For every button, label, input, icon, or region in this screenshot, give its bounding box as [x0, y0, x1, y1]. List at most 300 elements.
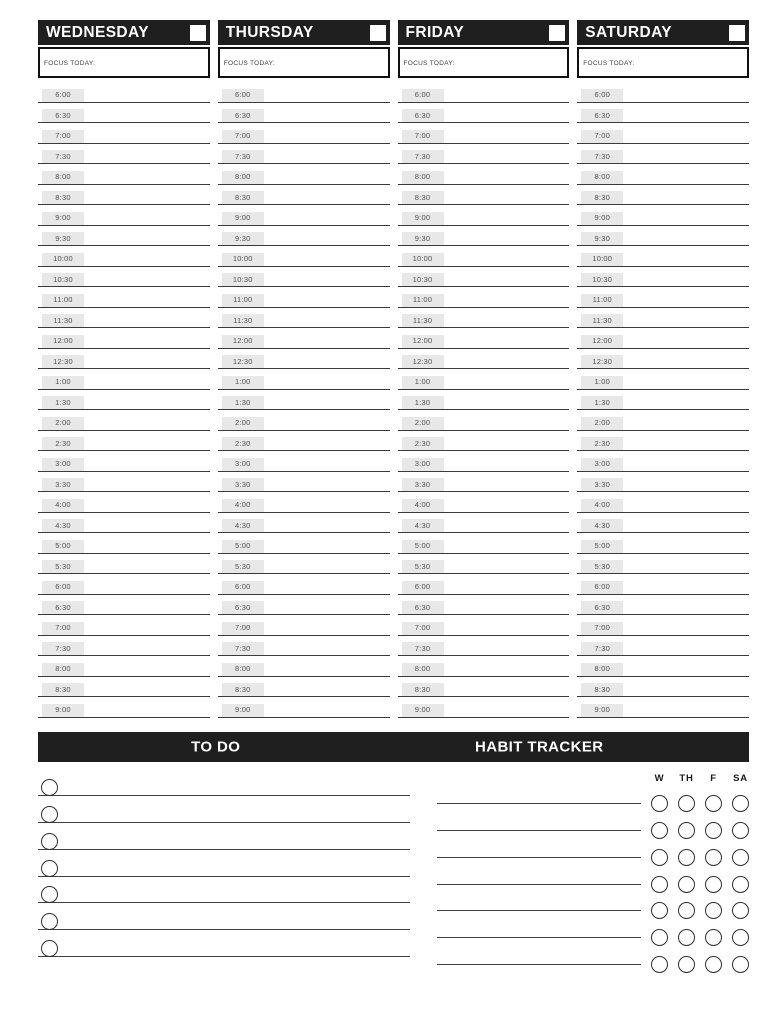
todo-check-circle[interactable]: [41, 779, 58, 796]
time-slot-row[interactable]: [577, 328, 749, 349]
habit-circle-th[interactable]: [678, 822, 695, 839]
time-slot-row[interactable]: [218, 205, 390, 226]
time-slot-label: 1:30: [42, 396, 84, 409]
time-slot-row[interactable]: [577, 636, 749, 657]
time-slot-row[interactable]: [577, 492, 749, 513]
time-slot-row[interactable]: [398, 677, 570, 698]
time-slot-row[interactable]: [38, 123, 210, 144]
day-checkbox-saturday[interactable]: [729, 25, 745, 41]
time-slot-row[interactable]: [38, 636, 210, 657]
time-slot-row[interactable]: [577, 451, 749, 472]
habit-circle-w[interactable]: [651, 822, 668, 839]
time-slot-label: 4:00: [581, 499, 623, 512]
time-slot-row[interactable]: [398, 144, 570, 165]
time-slot-label: 8:00: [402, 663, 444, 676]
time-slot-row[interactable]: [218, 431, 390, 452]
time-slot-row[interactable]: [218, 287, 390, 308]
time-slot-row[interactable]: [577, 554, 749, 575]
time-slot-row[interactable]: [577, 123, 749, 144]
time-slot-label: 6:00: [402, 581, 444, 594]
time-slot-label: 8:30: [42, 191, 84, 204]
time-slot-row[interactable]: [577, 677, 749, 698]
time-slot-label: 8:30: [402, 191, 444, 204]
time-slot-row[interactable]: [218, 492, 390, 513]
time-slot-label: 6:00: [42, 89, 84, 102]
time-slot-row[interactable]: [218, 697, 390, 718]
time-slot-row[interactable]: [38, 595, 210, 616]
time-slot-label: 12:00: [42, 335, 84, 348]
time-slot-label: 10:30: [42, 273, 84, 286]
time-slot-label: 1:00: [402, 376, 444, 389]
time-slot-label: 8:00: [42, 171, 84, 184]
time-slot-row[interactable]: [218, 164, 390, 185]
focus-today-box-friday[interactable]: [398, 47, 570, 78]
habit-circle-sa[interactable]: [732, 929, 749, 946]
time-slot-row[interactable]: [577, 472, 749, 493]
time-slot-row[interactable]: [38, 390, 210, 411]
time-slot-row[interactable]: [38, 328, 210, 349]
time-slot-label: 6:30: [222, 109, 264, 122]
time-slot-row[interactable]: [398, 267, 570, 288]
time-slot-label: 2:00: [42, 417, 84, 430]
habit-day-header-row: [437, 772, 749, 786]
time-slot-row[interactable]: [577, 390, 749, 411]
time-slot-row[interactable]: [577, 410, 749, 431]
time-slot-row[interactable]: [577, 287, 749, 308]
time-slot-row[interactable]: [218, 410, 390, 431]
time-slot-row[interactable]: [218, 328, 390, 349]
time-slot-label: 2:00: [581, 417, 623, 430]
habit-name-line[interactable]: [437, 803, 641, 804]
time-slot-label: 7:00: [42, 130, 84, 143]
time-slot-label: 12:30: [222, 355, 264, 368]
time-slot-row[interactable]: [38, 656, 210, 677]
time-slot-label: 8:30: [42, 683, 84, 696]
time-slot-row[interactable]: [398, 472, 570, 493]
time-slot-label: 4:30: [402, 519, 444, 532]
habit-circle-f[interactable]: [705, 822, 722, 839]
time-slot-label: 11:00: [581, 294, 623, 307]
time-slot-row[interactable]: [38, 431, 210, 452]
time-slot-row[interactable]: [398, 287, 570, 308]
time-slot-label: 9:00: [42, 212, 84, 225]
todo-check-circle[interactable]: [41, 913, 58, 930]
day-column-thursday: [218, 20, 390, 718]
time-slot-row[interactable]: [398, 308, 570, 329]
time-slot-label: 8:00: [222, 663, 264, 676]
time-slot-label: 2:30: [42, 437, 84, 450]
time-slot-row[interactable]: [38, 349, 210, 370]
time-slot-label: 5:00: [222, 540, 264, 553]
time-slot-label: 11:00: [42, 294, 84, 307]
time-slot-label: 10:30: [222, 273, 264, 286]
focus-today-box-wednesday[interactable]: [38, 47, 210, 78]
time-slot-row[interactable]: [398, 615, 570, 636]
time-slot-label: 1:30: [402, 396, 444, 409]
time-slots-friday: [398, 82, 570, 718]
time-slot-label: 6:30: [402, 109, 444, 122]
habit-tracker: [437, 770, 749, 974]
habit-circle-w[interactable]: [651, 929, 668, 946]
time-slot-label: 8:30: [222, 683, 264, 696]
habit-circle-w[interactable]: [651, 902, 668, 919]
habit-day-header-w: W: [654, 772, 665, 784]
time-slot-row[interactable]: [38, 677, 210, 698]
time-slot-label: 8:00: [42, 663, 84, 676]
time-slot-row[interactable]: [38, 226, 210, 247]
time-slot-row[interactable]: [38, 410, 210, 431]
time-slot-row[interactable]: [218, 451, 390, 472]
time-slot-row[interactable]: [577, 103, 749, 124]
time-slot-label: 7:00: [42, 622, 84, 635]
todo-row: [38, 930, 410, 957]
time-slot-row[interactable]: [218, 226, 390, 247]
time-slot-row[interactable]: [398, 697, 570, 718]
time-slot-label: 5:30: [402, 560, 444, 573]
time-slot-row[interactable]: [398, 431, 570, 452]
time-slot-row[interactable]: [577, 369, 749, 390]
habit-circle-f[interactable]: [705, 956, 722, 973]
time-slot-label: 4:30: [42, 519, 84, 532]
day-checkbox-friday[interactable]: [549, 25, 565, 41]
time-slot-row[interactable]: [398, 390, 570, 411]
habit-row: [437, 919, 749, 946]
time-slot-label: 7:30: [402, 150, 444, 163]
day-title: SATURDAY: [585, 23, 672, 41]
time-slot-row[interactable]: [218, 144, 390, 165]
time-slot-row[interactable]: [577, 656, 749, 677]
time-slot-row[interactable]: [398, 123, 570, 144]
time-slot-row[interactable]: [398, 492, 570, 513]
day-header-wednesday: [38, 20, 210, 45]
habit-circle-f[interactable]: [705, 902, 722, 919]
time-slot-label: 8:00: [581, 663, 623, 676]
time-slot-row[interactable]: [218, 349, 390, 370]
time-slot-row[interactable]: [577, 205, 749, 226]
time-slot-label: 3:00: [42, 458, 84, 471]
todo-row: [38, 877, 410, 904]
habit-day-header-th: TH: [679, 772, 694, 784]
time-slot-label: 7:00: [402, 622, 444, 635]
time-slot-label: 6:00: [222, 89, 264, 102]
time-slot-row[interactable]: [38, 164, 210, 185]
time-slot-row[interactable]: [398, 574, 570, 595]
time-slot-row[interactable]: [577, 144, 749, 165]
time-slot-row[interactable]: [577, 185, 749, 206]
time-slot-row[interactable]: [218, 103, 390, 124]
time-slot-row[interactable]: [218, 308, 390, 329]
time-slot-row[interactable]: [38, 287, 210, 308]
time-slot-label: 3:30: [42, 478, 84, 491]
time-slot-label: 5:30: [222, 560, 264, 573]
habit-row: [437, 812, 749, 839]
time-slot-row[interactable]: [38, 82, 210, 103]
habit-circle-w[interactable]: [651, 956, 668, 973]
habit-circle-th[interactable]: [678, 795, 695, 812]
time-slot-row[interactable]: [218, 595, 390, 616]
time-slot-label: 2:30: [581, 437, 623, 450]
time-slot-row[interactable]: [398, 369, 570, 390]
time-slot-row[interactable]: [398, 410, 570, 431]
time-slot-label: 6:00: [581, 89, 623, 102]
time-slot-row[interactable]: [38, 144, 210, 165]
time-slot-row[interactable]: [38, 185, 210, 206]
time-slot-label: 8:00: [402, 171, 444, 184]
day-column-wednesday: [38, 20, 210, 718]
time-slot-label: 7:30: [222, 642, 264, 655]
habit-name-line[interactable]: [437, 830, 641, 831]
time-slot-label: 11:30: [581, 314, 623, 327]
time-slot-label: 5:00: [581, 540, 623, 553]
time-slot-label: 4:00: [402, 499, 444, 512]
time-slot-label: 3:30: [222, 478, 264, 491]
time-slot-row[interactable]: [398, 656, 570, 677]
time-slot-row[interactable]: [218, 390, 390, 411]
day-column-friday: [398, 20, 570, 718]
time-slot-label: 11:00: [222, 294, 264, 307]
time-slot-label: 10:00: [402, 253, 444, 266]
habit-circle-f[interactable]: [705, 876, 722, 893]
habit-circle-th[interactable]: [678, 902, 695, 919]
time-slot-row[interactable]: [398, 451, 570, 472]
time-slot-row[interactable]: [218, 533, 390, 554]
todo-check-circle[interactable]: [41, 940, 58, 957]
habit-circle-w[interactable]: [651, 849, 668, 866]
time-slot-label: 6:30: [42, 109, 84, 122]
habit-day-header-sa: SA: [733, 772, 748, 784]
time-slot-row[interactable]: [398, 554, 570, 575]
time-slot-row[interactable]: [577, 513, 749, 534]
habit-circle-f[interactable]: [705, 929, 722, 946]
time-slots-thursday: [218, 82, 390, 718]
habit-name-line[interactable]: [437, 910, 641, 911]
time-slot-row[interactable]: [218, 656, 390, 677]
focus-today-box-saturday[interactable]: [577, 47, 749, 78]
time-slot-row[interactable]: [218, 677, 390, 698]
time-slot-label: 6:30: [222, 601, 264, 614]
habit-circle-w[interactable]: [651, 795, 668, 812]
time-slot-row[interactable]: [577, 574, 749, 595]
time-slot-label: 9:00: [402, 704, 444, 717]
bottom-section: [38, 770, 749, 974]
time-slot-label: 2:30: [222, 437, 264, 450]
time-slot-label: 6:30: [402, 601, 444, 614]
time-slot-label: 9:00: [222, 212, 264, 225]
time-slot-label: 8:30: [581, 683, 623, 696]
time-slot-row[interactable]: [577, 267, 749, 288]
time-slot-label: 7:30: [42, 150, 84, 163]
time-slot-row[interactable]: [398, 246, 570, 267]
habit-circle-th[interactable]: [678, 929, 695, 946]
habit-circle-sa[interactable]: [732, 822, 749, 839]
habit-circle-sa[interactable]: [732, 795, 749, 812]
todo-check-circle[interactable]: [41, 806, 58, 823]
habit-tracker-title: HABIT TRACKER: [474, 738, 604, 755]
time-slot-label: 6:00: [581, 581, 623, 594]
time-slot-row[interactable]: [398, 349, 570, 370]
time-slots-saturday: [577, 82, 749, 718]
time-slot-label: 7:30: [42, 642, 84, 655]
time-slot-row[interactable]: [38, 492, 210, 513]
time-slot-label: 9:30: [402, 232, 444, 245]
time-slot-row[interactable]: [38, 103, 210, 124]
time-slot-row[interactable]: [398, 595, 570, 616]
habit-row: [437, 839, 749, 866]
time-slot-row[interactable]: [38, 513, 210, 534]
time-slot-row[interactable]: [218, 82, 390, 103]
time-slot-label: 5:00: [42, 540, 84, 553]
time-slot-label: 6:00: [222, 581, 264, 594]
time-slot-row[interactable]: [398, 328, 570, 349]
time-slot-row[interactable]: [38, 267, 210, 288]
time-slot-label: 8:30: [581, 191, 623, 204]
time-slot-label: 11:30: [42, 314, 84, 327]
time-slot-row[interactable]: [398, 513, 570, 534]
day-columns: [38, 20, 749, 718]
todo-check-circle[interactable]: [41, 833, 58, 850]
habit-circle-sa[interactable]: [732, 849, 749, 866]
todo-check-circle[interactable]: [41, 886, 58, 903]
habit-circle-th[interactable]: [678, 876, 695, 893]
time-slot-label: 12:30: [581, 355, 623, 368]
todo-row: [38, 823, 410, 850]
time-slot-row[interactable]: [577, 431, 749, 452]
time-slot-row[interactable]: [218, 636, 390, 657]
time-slot-row[interactable]: [218, 267, 390, 288]
time-slot-label: 8:00: [581, 171, 623, 184]
habit-circle-sa[interactable]: [732, 956, 749, 973]
time-slot-label: 11:00: [402, 294, 444, 307]
habit-name-line[interactable]: [437, 937, 641, 938]
time-slot-row[interactable]: [398, 185, 570, 206]
time-slot-label: 8:30: [222, 191, 264, 204]
time-slot-label: 10:00: [42, 253, 84, 266]
time-slot-row[interactable]: [38, 308, 210, 329]
time-slot-row[interactable]: [38, 615, 210, 636]
time-slot-row[interactable]: [38, 472, 210, 493]
habit-circle-f[interactable]: [705, 795, 722, 812]
time-slot-label: 12:00: [402, 335, 444, 348]
time-slot-row[interactable]: [38, 205, 210, 226]
time-slot-row[interactable]: [38, 554, 210, 575]
time-slot-row[interactable]: [218, 554, 390, 575]
time-slot-label: 7:30: [402, 642, 444, 655]
time-slot-row[interactable]: [398, 205, 570, 226]
focus-today-label: FOCUS TODAY:: [223, 60, 276, 67]
todo-check-circle[interactable]: [41, 860, 58, 877]
habit-row: [437, 946, 749, 973]
habit-circle-sa[interactable]: [732, 876, 749, 893]
time-slot-label: 7:00: [581, 622, 623, 635]
habit-circle-sa[interactable]: [732, 902, 749, 919]
time-slot-row[interactable]: [398, 103, 570, 124]
time-slot-row[interactable]: [577, 697, 749, 718]
time-slot-label: 1:00: [42, 376, 84, 389]
time-slot-row[interactable]: [218, 574, 390, 595]
time-slot-row[interactable]: [577, 615, 749, 636]
time-slot-row[interactable]: [38, 533, 210, 554]
time-slot-row[interactable]: [38, 451, 210, 472]
time-slot-row[interactable]: [577, 349, 749, 370]
habit-day-header-f: F: [710, 772, 717, 784]
todo-title: TO DO: [191, 738, 241, 755]
time-slot-row[interactable]: [577, 533, 749, 554]
time-slot-label: 10:00: [222, 253, 264, 266]
day-checkbox-wednesday[interactable]: [190, 25, 206, 41]
time-slot-label: 10:00: [581, 253, 623, 266]
time-slot-label: 2:00: [402, 417, 444, 430]
habit-name-line[interactable]: [437, 857, 641, 858]
habit-circle-th[interactable]: [678, 956, 695, 973]
time-slot-label: 5:00: [402, 540, 444, 553]
time-slot-row[interactable]: [398, 636, 570, 657]
time-slot-row[interactable]: [38, 574, 210, 595]
time-slot-label: 12:00: [581, 335, 623, 348]
day-checkbox-thursday[interactable]: [370, 25, 386, 41]
time-slot-label: 6:00: [42, 581, 84, 594]
time-slot-label: 10:30: [402, 273, 444, 286]
time-slot-label: 7:30: [581, 642, 623, 655]
time-slot-row[interactable]: [218, 615, 390, 636]
habit-name-line[interactable]: [437, 884, 641, 885]
habit-name-line[interactable]: [437, 964, 641, 965]
time-slot-label: 9:00: [402, 212, 444, 225]
time-slot-row[interactable]: [218, 123, 390, 144]
day-header-friday: [398, 20, 570, 45]
time-slot-row[interactable]: [218, 513, 390, 534]
time-slot-label: 7:00: [222, 622, 264, 635]
time-slot-label: 11:30: [222, 314, 264, 327]
time-slot-label: 9:00: [222, 704, 264, 717]
focus-today-label: FOCUS TODAY:: [44, 60, 96, 67]
time-slot-row[interactable]: [398, 164, 570, 185]
time-slot-row[interactable]: [577, 82, 749, 103]
focus-today-box-thursday[interactable]: [218, 47, 390, 78]
time-slot-label: 8:00: [222, 171, 264, 184]
time-slot-row[interactable]: [218, 246, 390, 267]
time-slot-row[interactable]: [398, 533, 570, 554]
time-slot-row[interactable]: [577, 246, 749, 267]
time-slot-row[interactable]: [577, 226, 749, 247]
time-slot-row[interactable]: [577, 595, 749, 616]
time-slot-label: 3:00: [402, 458, 444, 471]
time-slot-row[interactable]: [577, 308, 749, 329]
time-slot-label: 7:00: [581, 130, 623, 143]
time-slot-row[interactable]: [218, 185, 390, 206]
time-slot-label: 11:30: [402, 314, 444, 327]
time-slot-label: 5:30: [581, 560, 623, 573]
time-slot-row[interactable]: [398, 82, 570, 103]
time-slot-label: 9:00: [581, 212, 623, 225]
time-slot-label: 12:00: [222, 335, 264, 348]
time-slot-label: 4:30: [222, 519, 264, 532]
habit-circle-f[interactable]: [705, 849, 722, 866]
time-slot-label: 7:30: [222, 150, 264, 163]
time-slot-row[interactable]: [218, 369, 390, 390]
time-slot-row[interactable]: [398, 226, 570, 247]
time-slot-row[interactable]: [577, 164, 749, 185]
habit-circle-w[interactable]: [651, 876, 668, 893]
time-slot-label: 7:30: [581, 150, 623, 163]
time-slot-row[interactable]: [38, 697, 210, 718]
todo-row: [38, 796, 410, 823]
todo-row: [38, 770, 410, 797]
time-slot-row[interactable]: [38, 369, 210, 390]
time-slot-row[interactable]: [218, 472, 390, 493]
habit-row: [437, 786, 749, 813]
habit-circle-th[interactable]: [678, 849, 695, 866]
time-slot-row[interactable]: [38, 246, 210, 267]
